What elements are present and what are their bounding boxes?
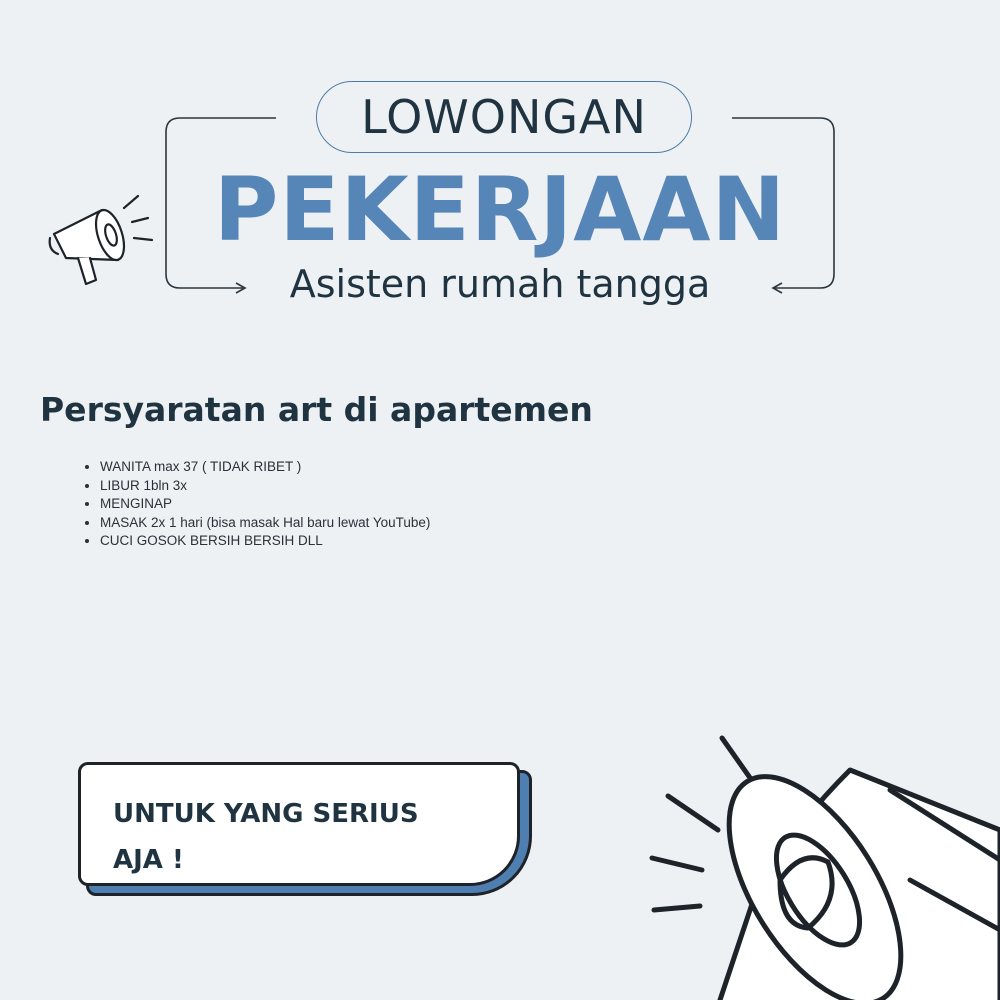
megaphone-icon <box>44 188 160 294</box>
cta-box <box>78 762 520 886</box>
list-item: • LIBUR 1bln 3x <box>100 477 430 496</box>
requirements-list <box>80 458 430 551</box>
requirements-heading: Persyaratan art di apartemen <box>40 390 593 429</box>
list-item: • WANITA max 37 ( TIDAK RIBET ) <box>100 458 430 477</box>
cta-text: UNTUK YANG SERIUS AJA ! <box>113 799 419 875</box>
list-item: • MENGINAP <box>100 495 430 514</box>
list-item: • MASAK 2x 1 hari (bisa masak Hal baru lewat YouTube) <box>100 514 430 533</box>
list-item: • CUCI GOSOK BERSIH BERSIH DLL <box>100 532 430 551</box>
megaphone-icon <box>640 730 1000 1000</box>
header-pill <box>316 81 692 153</box>
pill-label: LOWONGAN <box>361 90 647 144</box>
page-title: PEKERJAAN <box>213 158 787 261</box>
page-subtitle: Asisten rumah tangga <box>289 262 711 306</box>
